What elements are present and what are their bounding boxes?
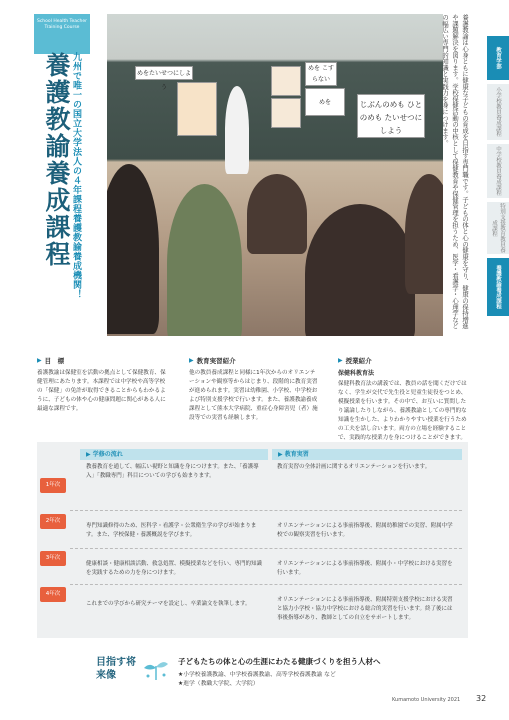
board-note: めを	[305, 88, 345, 116]
practice-cell: オリエンテーションによる事前指導後、附属小・中学校における実習を行います。	[277, 561, 453, 576]
cartoon-drawing	[271, 98, 301, 128]
flow-cell: 健康相談・健康相談活動、救急処置、模擬授業などを行い、専門的知識を実践するための力を身につけます。	[86, 561, 263, 576]
year-badge: 3年次	[40, 551, 66, 566]
flow-column-header: ▶ 学修の流れ	[80, 449, 268, 460]
practice-heading: ▶ 教育実習紹介	[189, 357, 236, 365]
practice-column-header: ▶ 教育実習	[272, 449, 462, 460]
student	[107, 164, 159, 334]
practice-cell: オリエンテーションによる事前指導後、附属特別支援学校における実習と協力小学校・協力中学校における総合的実習を行います。終了後には事後指導があり、教師としての自立をサポートします。	[277, 597, 453, 621]
future-career-2: ★進学（教職大学院、大学院）	[178, 681, 259, 687]
university-footer: Kumamoto University 2021	[392, 697, 461, 703]
practice-cell: 教育実習の全体計画に関するオリエンテーションを行います。	[277, 464, 431, 470]
practice-text: 他の教員養成課程と同様に1年次からのオリエンテーションや観察等からはじまり、段階的に教育実習が進められます。実習は幼稚園、小学校、中学校および特別支援学校で行います。また、養護教諭養成課程として熊本大学病院、重症心身障害児（者）施設等での実習も経験します。	[189, 370, 318, 421]
face-drawing	[177, 82, 217, 136]
teacher	[225, 86, 249, 174]
side-tab-special-support[interactable]: 特別支援教育教員養成課程	[487, 202, 509, 254]
row-divider	[70, 584, 462, 585]
intro-text: 養護教諭は心身ともに健康な子どもの育成を目指す専門職です。子どもの体と心の健康を守り、健康の保持増進や課題解決を図ります。学校保健活動の中核として保健教育や保健管理を担うため、医学・看護学・心理学などの幅広い専門的知識と実践力を身につけます。	[441, 14, 468, 329]
page-title: 養護教諭養成課程	[42, 52, 71, 268]
side-tab-elementary[interactable]: 小学校教員養成課程	[487, 84, 509, 140]
future-label: 目指す将来像	[96, 657, 136, 681]
goal-text: 養護教諭は保健室を活動の拠点として保健教育、保健管理にあたります。本課程では中学校や高等学校の「保健」の免許が取得できることからもわかるように、子どもの体や心の健康問題に関心がある人に最適な課程です。	[37, 370, 166, 412]
side-tab-school-health[interactable]: 養護教諭養成課程	[487, 258, 509, 316]
row-divider	[70, 548, 462, 549]
side-tab-junior-high[interactable]: 中学校教員養成課程	[487, 144, 509, 198]
row-divider	[70, 510, 462, 511]
year-badge: 2年次	[40, 514, 66, 529]
classroom-photo	[107, 14, 443, 336]
year-badge: 1年次	[40, 478, 66, 493]
practice-cell: オリエンテーションによる事前指導後、附属幼稚園での実習、附属中学校での観察実習を行います。	[277, 523, 453, 538]
board-note: めをたいせつにしよう	[135, 66, 193, 80]
cartoon-drawing	[271, 66, 301, 96]
class-text	[338, 369, 470, 443]
class-heading: ▶ 授業紹介	[338, 357, 372, 365]
page-number: 32	[476, 694, 487, 703]
board-note: めを こすらない	[305, 62, 337, 86]
sprout-icon	[142, 658, 170, 682]
flow-cell: 専門知識修得のため、医科学・看護学・公衆衛生学の学びが始まります。また、学校保健・養護概説を学びます。	[86, 523, 257, 538]
class-body: 保健科教育法の講義では、教員の話を聞くだけではなく、学生が交代で先生役と児童生徒役をつとめ、模擬授業を行います。その中で、お互いに質問したり議論したりしながら、養護教諭としての専門的な知識を生かした、よりわかりやすい授業を行うための工夫を話し合います。両方の立場を経験することで、実践的な授業力を身につけることができます。	[338, 381, 467, 441]
flow-cell: 教養教育を通して、幅広い視野と知識を身につけます。また、「養護導入」「教職専門」科目についての学びも始まります。	[86, 464, 259, 479]
student	[167, 184, 242, 336]
future-headline: 子どもたちの体と心の生涯にわたる健康づくりを担う人材へ	[178, 657, 381, 666]
year-badge: 4年次	[40, 587, 66, 602]
student	[305, 204, 415, 336]
flow-cell: これまでの学びから研究テーマを設定し、卒業論文を執筆します。	[86, 601, 251, 607]
course-badge: School Health Teacher Training Course	[34, 14, 90, 54]
side-tab-education[interactable]: 教育学部	[487, 36, 509, 80]
student	[405, 174, 443, 294]
future-career-1: ★小学校養護教諭、中学校養護教諭、高等学校養護教諭 など	[178, 672, 336, 678]
goal-heading: ▶ 目 標	[37, 357, 65, 365]
student	[247, 174, 307, 254]
class-subheading: 保健科教育法	[338, 370, 375, 377]
board-note: じぶんのめも ひとのめも たいせつにしよう	[357, 94, 425, 138]
page-subtitle: 九州で唯一の国立大学法人の４年課程養護教諭養成機関！	[71, 52, 81, 299]
